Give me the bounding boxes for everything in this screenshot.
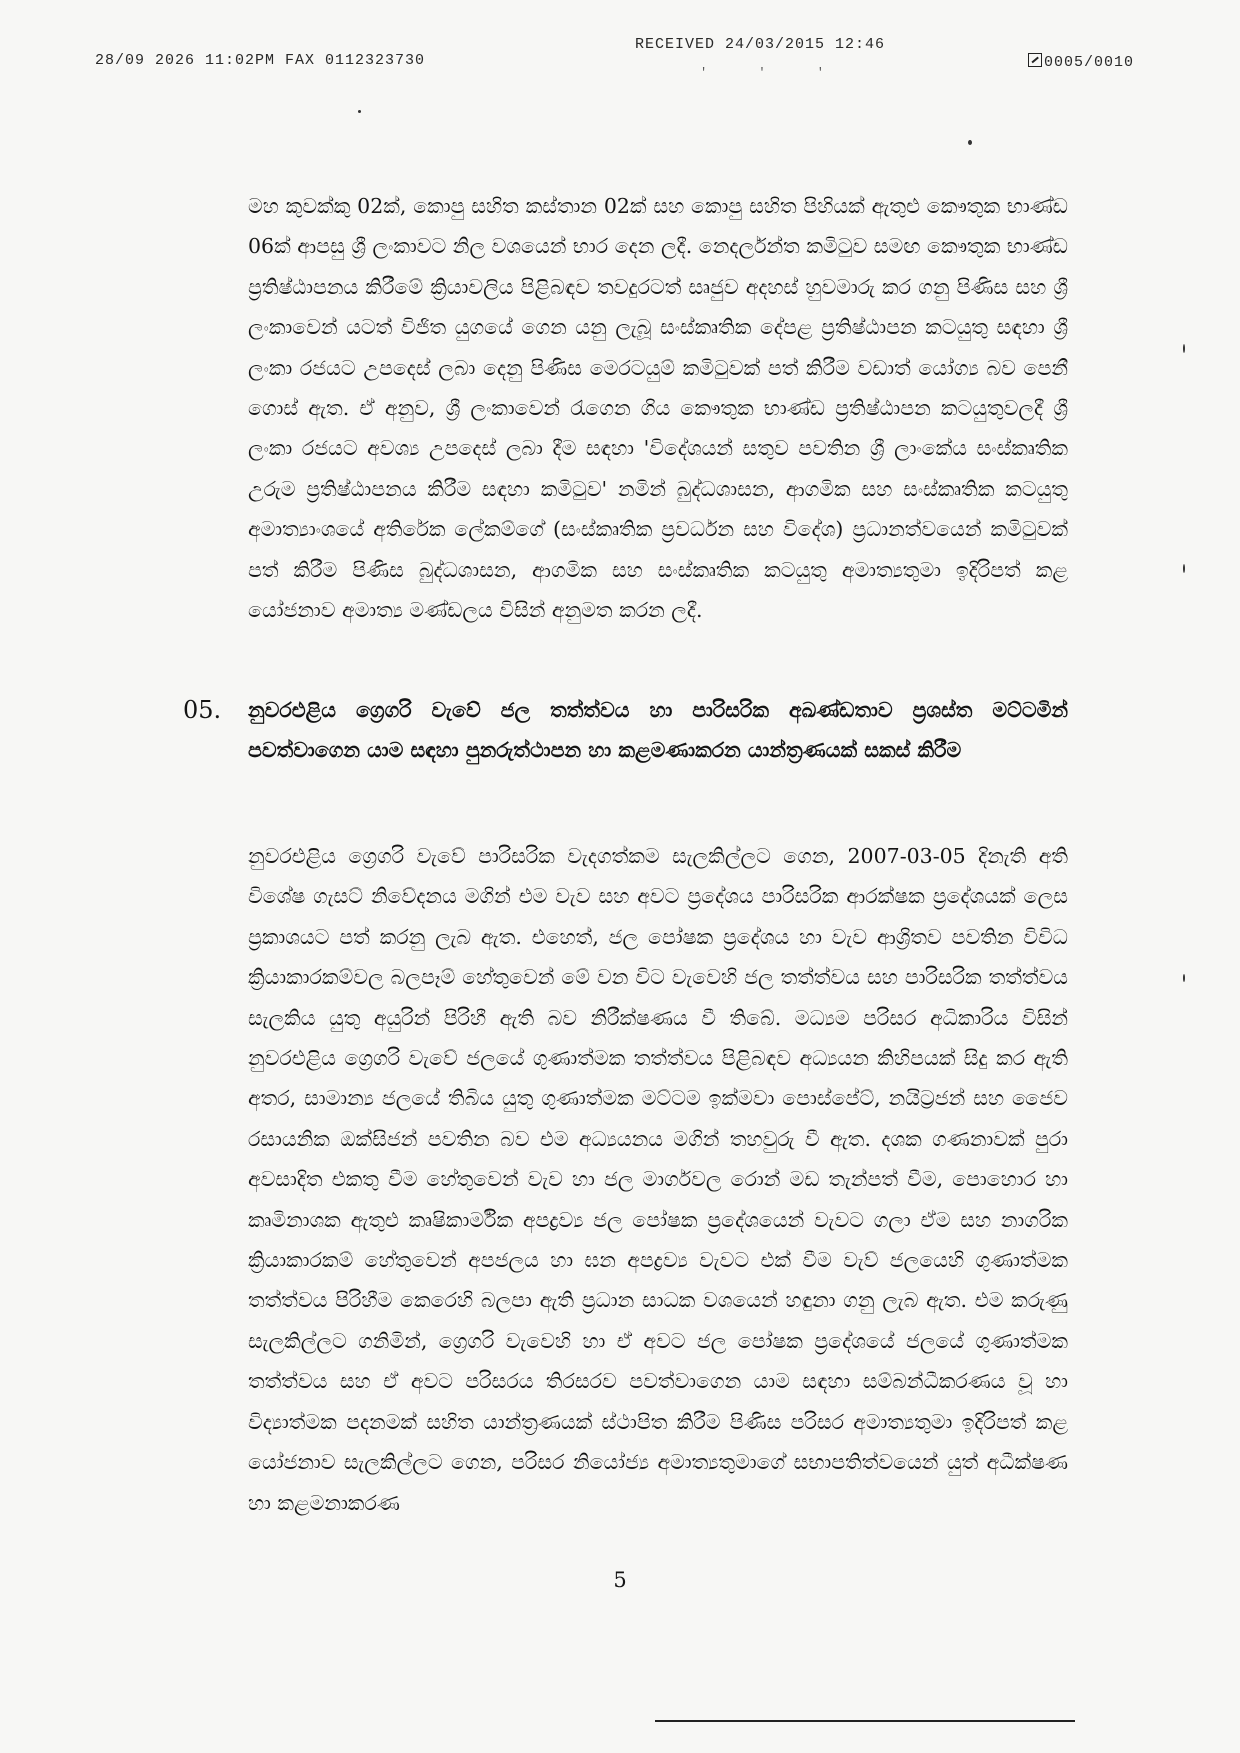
page-number: 5 [613,1568,627,1592]
scan-speck [968,140,972,145]
fax-sent-line: 28/09 2026 11:02PM FAX 0112323730 [95,52,426,69]
fax-page-counter [1028,52,1134,71]
scan-speck [1183,974,1185,982]
scan-speck [358,110,361,113]
body-paragraph-1: මහ කුවක්කු 02ක්, කොපු සහිත කස්තාන 02ක් සහ කොපු සහිත පිහියක් ඇතුළු කෞතුක භාණ්ඩ 06ක් ආපසු ශ්‍රී ලංකාවට නිල වශයෙන් භාර දෙන ලදී. නෙදර්ලන්ත කමිටුව සමඟ කෞතුක භාණ්ඩ ප්‍රතිෂ්ඨාපනය කිරීමේ ක්‍රියාවලිය පිළිබඳව තවදුරටත් සෘජුව අදහස් හුවමාරු කර ගනු පිණිස සහ ශ්‍රී ලංකාවෙන් යටත් විජිත යුගයේ ගෙන යනු ලැබූ සංස්කෘතික දේපළ ප්‍රතිෂ්ඨාපන කටයුතු සඳහා ශ්‍රී ලංකා රජයට උපදෙස් ලබා දෙනු පිණිස මෙරටයුම් කමිටුවක් පත් කිරීම වඩාත් යෝග්‍ය බව පෙනී ගොස් ඇත. ඒ අනුව, ශ්‍රී ලංකාවෙන් රැගෙන ගිය කෞතුක භාණ්ඩ ප්‍රතිෂ්ඨාපන කටයුතුවලදී ශ්‍රී ලංකා රජයට අවශ්‍ය උපදෙස් ලබා දීම සඳහා 'විදේශයන් සතුව පවතින ශ්‍රී ලාංකේය සංස්කෘතික උරුම ප්‍රතිෂ්ඨාපනය කිරීම සඳහා කමිටුව' නමින් බුද්ධශාසන, ආගමික සහ සංස්කෘතික කටයුතු අමාත්‍යාංශයේ අතිරේක ලේකම්ගේ (සංස්කෘතික ප්‍රවර්ධන සහ විදේශ) ප්‍රධානත්වයෙන් කමිටුවක් පත් කිරීම පිණිස බුද්ධශාසන, ආගමික සහ සංස්කෘතික කටයුතු අමාත්‍යතුමා ඉදිරිපත් කළ යෝජනාව අමාත්‍ය මණ්ඩලය විසින් අනුමත කරන ලදී. [248,194,1068,623]
fax-tick-marks: ' ' ' [700,66,847,80]
fax-page-icon [1028,53,1042,67]
section-number: 05. [183,696,222,724]
section-title: නුවරඑළිය ග්‍රෙගරි වැවේ ජල තත්ත්වය හා පාරිසරික අඛණ්ඩතාව ප්‍රශස්ත මට්ටමින් පවත්වාගෙන යාම සඳහා පුනරුත්ථාපන හා කළමණාකරන යාන්ත්‍රණයක් සකස් කිරීම [248,698,1068,762]
scan-speck [1183,564,1185,573]
body-paragraph-2: නුවරඑළිය ග්‍රෙගරි වැවේ පාරිසරික වැදගත්කම සැලකිල්ලට ගෙන, 2007-03-05 දිනැති අති විශේෂ ගැසට් නිවේදනය මගින් එම වැව සහ අවට ප්‍රදේශය පාරිසරික ආරක්ෂක ප්‍රදේශයක් ලෙස ප්‍රකාශයට පත් කරනු ලැබ ඇත. එහෙත්, ජල පෝෂක ප්‍රදේශය හා වැව ආශ්‍රිතව පවතින විවිධ ක්‍රියාකාරකම්වල බලපෑම් හේතුවෙන් මේ වන විට වැවෙහි ජල තත්ත්වය සහ පාරිසරික තත්ත්වය සැලකිය යුතු අයුරින් පිරිහී ඇති බව නිරීක්ෂණය වී තිබේ. මධ්‍යම පරිසර අධිකාරිය විසින් නුවරඑළිය ග්‍රෙගරි වැවේ ජලයේ ගුණාත්මක තත්ත්වය පිළිබඳව අධ්‍යයන කිහිපයක් සිදු කර ඇති අතර, සාමාන්‍ය ජලයේ තිබිය යුතු ගුණාත්මක මට්ටම ඉක්මවා පොස්පේට්, නයිට්‍රජන් සහ ජෛව රසායනික ඔක්සිජන් පවතින බව එම අධ්‍යයනය මගින් තහවුරු වී ඇත. දශක ගණනාවක් පුරා අවසාදිත එකතු වීම හේතුවෙන් වැව හා ජල මාර්ගවල රොන් මඩ තැන්පත් වීම, පොහොර හා කෘමිනාශක ඇතුළු කෘෂිකාර්මික අපද්‍රව්‍ය ජල පෝෂක ප්‍රදේශයෙන් වැවට ගලා ඒම සහ නාගරික ක්‍රියාකාරකම් හේතුවෙන් අපජලය හා ඝන අපද්‍රව්‍ය වැවට එක් වීම වැව් ජලයෙහි ගුණාත්මක තත්ත්වය පිරිහීම කෙරෙහි බලපා ඇති ප්‍රධාන සාධක වශයෙන් හඳුනා ගනු ලැබ ඇත. එම කරුණු සැලකිල්ලට ගනිමින්, ග්‍රෙගරි වැවෙහි හා ඒ අවට ජල පෝෂක ප්‍රදේශයේ ජලයේ ගුණාත්මක තත්ත්වය සහ ඒ අවට පරිසරය තිරසරව පවත්වාගෙන යාම සඳහා සම්බන්ධීකරණය වූ හා විද්‍යාත්මක පදනමක් සහිත යාන්ත්‍රණයක් ස්ථාපිත කිරීම පිණිස පරිසර අමාත්‍යතුමා ඉදිරිපත් කළ යෝජනාව සැලකිල්ලට ගෙන, පරිසර නියෝජ්‍ය අමාත්‍යතුමාගේ සභාපතිත්වයෙන් යුත් අධීක්ෂණ හා කළමනාකරණ [248,844,1068,1515]
footer-rule [655,1720,1075,1722]
fax-received-line: RECEIVED 24/03/2015 12:46 [635,36,886,53]
scan-speck [1183,344,1185,353]
fax-header [0,34,1240,80]
fax-page-counter-text: 0005/0010 [1044,54,1135,71]
